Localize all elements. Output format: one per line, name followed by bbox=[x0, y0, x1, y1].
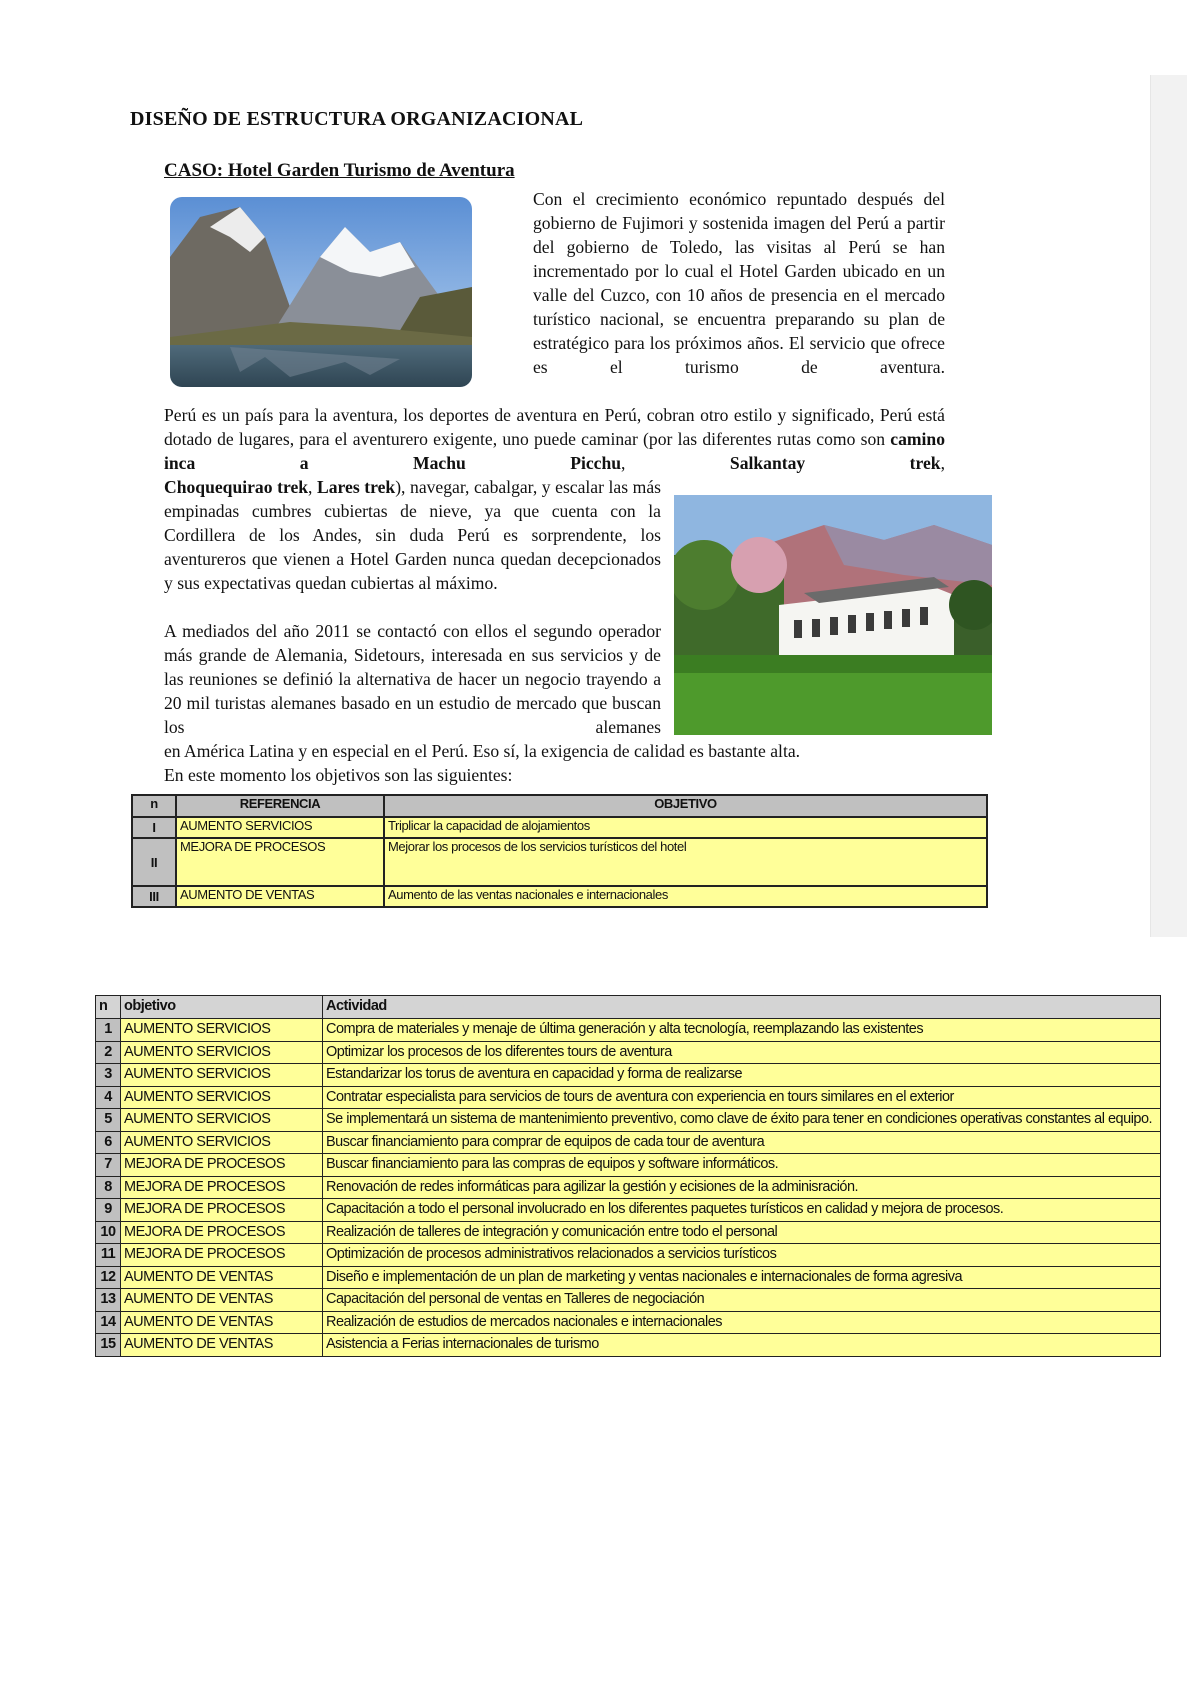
document-title: DISEÑO DE ESTRUCTURA ORGANIZACIONAL bbox=[130, 108, 584, 130]
activity-row bbox=[96, 1199, 1161, 1222]
activity-description: Contratar especialista para servicios de tours de aventura con experiencia en tours similares en el exterior bbox=[323, 1086, 1161, 1109]
activity-description: Optimización de procesos administrativos relacionados a servicios turísticos bbox=[323, 1244, 1161, 1267]
route-separator: , bbox=[308, 477, 313, 497]
activity-row bbox=[96, 1289, 1161, 1312]
col-header-objetivo: objetivo bbox=[121, 996, 323, 1019]
activity-objective: AUMENTO SERVICIOS bbox=[121, 1109, 323, 1132]
route-separator: , bbox=[621, 453, 626, 473]
activity-objective: AUMENTO DE VENTAS bbox=[121, 1311, 323, 1334]
activity-description: Realización de talleres de integración y comunicación entre todo el personal bbox=[323, 1221, 1161, 1244]
activity-number: 13 bbox=[96, 1289, 121, 1312]
col-header-actividad: Actividad bbox=[323, 996, 1161, 1019]
activity-description: Optimizar los procesos de los diferentes tours de aventura bbox=[323, 1041, 1161, 1064]
paragraph-quality: en América Latina y en especial en el Perú. Eso sí, la exigencia de calidad es bastante alta. bbox=[164, 741, 801, 761]
activity-description: Compra de materiales y menaje de última generación y alta tecnología, reemplazando las existentes bbox=[323, 1019, 1161, 1042]
route-machu-picchu: camino inca a Machu Picchu bbox=[164, 429, 945, 473]
activity-number: 5 bbox=[96, 1109, 121, 1132]
activity-objective: MEJORA DE PROCESOS bbox=[121, 1154, 323, 1177]
route-lares: Lares trek bbox=[317, 477, 396, 497]
activity-description: Diseño e implementación de un plan de marketing y ventas nacionales e internacionales de forma agresiva bbox=[323, 1266, 1161, 1289]
col-header-n: n bbox=[96, 996, 121, 1019]
activity-number: 11 bbox=[96, 1244, 121, 1267]
paragraph-sidetours: A mediados del año 2011 se contactó con ellos el segundo operador más grande de Alemania, Sidetours, interesada en sus servicios y de las reuniones se definió la alternativa de hacer un negocio trayendo a 20 mil turistas alemanes basado en un estudio de mercado que buscan los alemanes bbox=[164, 621, 661, 737]
activity-row bbox=[96, 1131, 1161, 1154]
paragraph-routes-text: ), navegar, cabalgar, y escalar las más empinadas cumbres cubiertas de nieve, ya que cuenta con la Cordillera de los Andes, sin duda Perú es sorprendente, los aventureros que vienen a Hotel Garden nunca quedan decepcionados y sus expectativas quedan cubiertas al máximo. bbox=[164, 477, 661, 593]
activity-row bbox=[96, 1041, 1161, 1064]
activity-number: 8 bbox=[96, 1176, 121, 1199]
activity-number: 7 bbox=[96, 1154, 121, 1177]
objectives-row bbox=[132, 838, 987, 886]
activity-objective: MEJORA DE PROCESOS bbox=[121, 1221, 323, 1244]
route-salkantay: Salkantay trek bbox=[729, 453, 941, 473]
activity-description: Buscar financiamiento para las compras de equipos y software informáticos. bbox=[323, 1154, 1161, 1177]
activity-row bbox=[96, 1086, 1161, 1109]
activity-objective: AUMENTO DE VENTAS bbox=[121, 1266, 323, 1289]
objective-text: Triplicar la capacidad de alojamientos bbox=[384, 817, 987, 838]
mountain-lake-photo bbox=[170, 197, 472, 387]
objectives-row bbox=[132, 817, 987, 838]
activity-row bbox=[96, 1064, 1161, 1087]
objective-text: Aumento de las ventas nacionales e internacionales bbox=[384, 886, 987, 907]
activity-objective: AUMENTO SERVICIOS bbox=[121, 1019, 323, 1042]
paragraph-intro: Con el crecimiento económico repuntado después del gobierno de Fujimori y sostenida imagen del Perú a partir del gobierno de Toledo, las visitas al Perú se han incrementado por lo cual el Hotel Garden ubicado en un valle del Cuzco, con 10 años de presencia en el mercado turístico nacional, se encuentra preparando su plan de estratégico para los próximos años. El servicio que ofrece es el turismo de aventura. bbox=[533, 189, 945, 377]
activity-objective: MEJORA DE PROCESOS bbox=[121, 1244, 323, 1267]
activity-description: Estandarizar los torus de aventura en capacidad y forma de realizarse bbox=[323, 1064, 1161, 1087]
activity-objective: MEJORA DE PROCESOS bbox=[121, 1199, 323, 1222]
paragraph-adventure-text: Perú es un país para la aventura, los deportes de aventura en Perú, cobran otro estilo y significado, Perú está dotado de lugares, para el aventurero exigente, uno puede caminar (por las diferentes rutas como son bbox=[164, 405, 945, 449]
activity-row bbox=[96, 1334, 1161, 1357]
activity-number: 6 bbox=[96, 1131, 121, 1154]
route-separator: , bbox=[940, 453, 945, 473]
paragraph-adventure bbox=[164, 403, 945, 475]
activity-objective: AUMENTO SERVICIOS bbox=[121, 1041, 323, 1064]
activity-row bbox=[96, 1244, 1161, 1267]
col-header-n: n bbox=[132, 795, 176, 817]
objective-number: I bbox=[132, 817, 176, 838]
activity-row bbox=[96, 1221, 1161, 1244]
objective-reference: MEJORA DE PROCESOS bbox=[176, 838, 384, 886]
objective-text: Mejorar los procesos de los servicios turísticos del hotel bbox=[384, 838, 987, 886]
activity-number: 15 bbox=[96, 1334, 121, 1357]
activity-description: Capacitación del personal de ventas en Talleres de negociación bbox=[323, 1289, 1161, 1312]
side-scroll-strip bbox=[1150, 75, 1187, 937]
objective-number: II bbox=[132, 838, 176, 886]
objectives-header-row bbox=[132, 795, 987, 817]
col-header-referencia: REFERENCIA bbox=[176, 795, 384, 817]
activity-number: 3 bbox=[96, 1064, 121, 1087]
activity-objective: MEJORA DE PROCESOS bbox=[121, 1176, 323, 1199]
activity-row bbox=[96, 1109, 1161, 1132]
objective-reference: AUMENTO DE VENTAS bbox=[176, 886, 384, 907]
activity-description: Buscar financiamiento para comprar de equipos de cada tour de aventura bbox=[323, 1131, 1161, 1154]
activity-row bbox=[96, 1019, 1161, 1042]
activity-description: Se implementará un sistema de mantenimiento preventivo, como clave de éxito para tener en condiciones operativas constantes al equipo. bbox=[323, 1109, 1161, 1132]
col-header-objetivo: OBJETIVO bbox=[384, 795, 987, 817]
activity-number: 9 bbox=[96, 1199, 121, 1222]
paragraph-objectives-intro: En este momento los objetivos son las siguientes: bbox=[164, 765, 513, 785]
activity-objective: AUMENTO SERVICIOS bbox=[121, 1064, 323, 1087]
activity-objective: AUMENTO DE VENTAS bbox=[121, 1289, 323, 1312]
activity-description: Asistencia a Ferias internacionales de turismo bbox=[323, 1334, 1161, 1357]
activities-header-row bbox=[96, 996, 1161, 1019]
activity-description: Renovación de redes informáticas para agilizar la gestión y ecisiones de la adminisración. bbox=[323, 1176, 1161, 1199]
activity-number: 14 bbox=[96, 1311, 121, 1334]
objective-reference: AUMENTO SERVICIOS bbox=[176, 817, 384, 838]
activities-table bbox=[95, 995, 1161, 1357]
activity-row bbox=[96, 1311, 1161, 1334]
activity-objective: AUMENTO SERVICIOS bbox=[121, 1131, 323, 1154]
activity-number: 12 bbox=[96, 1266, 121, 1289]
route-choquequirao: Choquequirao trek bbox=[164, 477, 309, 497]
activities-body bbox=[96, 1019, 1161, 1357]
objectives-table bbox=[131, 794, 988, 908]
paragraph-routes bbox=[164, 475, 661, 595]
activity-description: Capacitación a todo el personal involucrado en los diferentes paquetes turísticos en calidad y mejora de procesos. bbox=[323, 1199, 1161, 1222]
activity-objective: AUMENTO SERVICIOS bbox=[121, 1086, 323, 1109]
activity-objective: AUMENTO DE VENTAS bbox=[121, 1334, 323, 1357]
objective-number: III bbox=[132, 886, 176, 907]
activity-number: 2 bbox=[96, 1041, 121, 1064]
activity-row bbox=[96, 1266, 1161, 1289]
activity-number: 1 bbox=[96, 1019, 121, 1042]
objectives-row bbox=[132, 886, 987, 907]
activity-row bbox=[96, 1154, 1161, 1177]
activity-description: Realización de estudios de mercados nacionales e internacionales bbox=[323, 1311, 1161, 1334]
activity-number: 4 bbox=[96, 1086, 121, 1109]
activity-row bbox=[96, 1176, 1161, 1199]
activity-number: 10 bbox=[96, 1221, 121, 1244]
hotel-garden-photo bbox=[674, 495, 992, 735]
case-title: CASO: Hotel Garden Turismo de Aventura bbox=[164, 160, 515, 181]
